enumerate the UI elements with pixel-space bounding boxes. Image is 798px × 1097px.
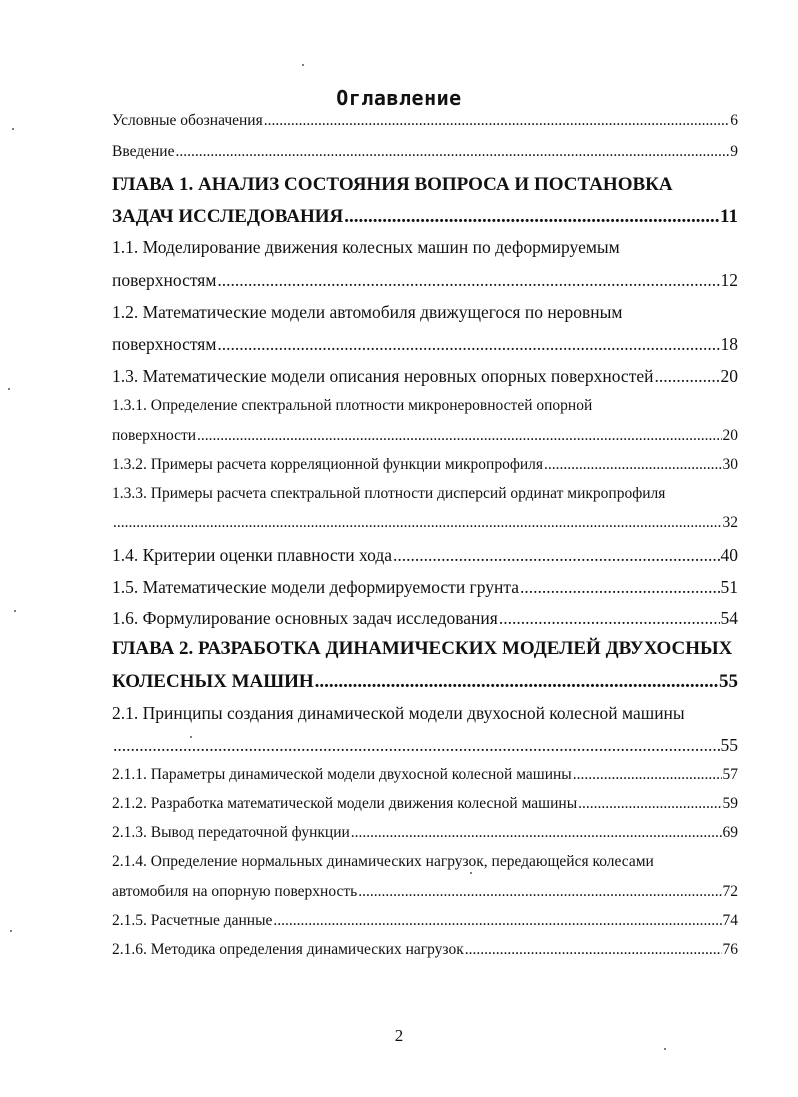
toc-entry-text: поверхности — [112, 427, 197, 444]
toc-entry-text: поверхностям — [112, 270, 217, 290]
toc-entry-text: 1.3.2. Примеры расчета корреляционной функции микропрофиля — [112, 456, 544, 473]
toc-entry-section-2-1-3[interactable] — [112, 824, 738, 842]
toc-section-1-3-3-line1[interactable]: 1.3.3. Примеры расчета спектральной плотности дисперсий ординат микропрофиля — [112, 485, 666, 502]
toc-leader-dots — [578, 795, 721, 813]
toc-entry-section-2-1-6[interactable] — [112, 941, 738, 959]
toc-leader-dots — [465, 941, 722, 959]
toc-page-number: 32 — [722, 514, 738, 531]
toc-leader-dots — [217, 334, 719, 355]
toc-entry-text: 1.4. Критерии оценки плавности хода — [112, 545, 393, 565]
toc-page-number: 6 — [730, 112, 738, 129]
toc-chapter-1-line1[interactable]: ГЛАВА 1. АНАЛИЗ СОСТОЯНИЯ ВОПРОСА И ПОСТАНОВКА — [112, 174, 673, 195]
toc-entry-chapter-2[interactable] — [112, 671, 738, 693]
toc-page-number: 40 — [720, 545, 738, 565]
scan-speck — [12, 128, 14, 130]
toc-section-1-1-line1[interactable]: 1.1. Моделирование движения колесных машин по деформируемым — [112, 237, 620, 257]
toc-entry-text: 2.1.5. Расчетные данные — [112, 912, 273, 929]
scan-speck — [10, 930, 12, 932]
toc-leader-dots — [358, 883, 721, 901]
toc-section-2-1-4-line1[interactable]: 2.1.4. Определение нормальных динамических нагрузок, передающейся колесами — [112, 853, 654, 870]
toc-entry-text: 2.1.6. Методика определения динамических нагрузок — [112, 941, 464, 958]
toc-entry-section-1-5[interactable] — [112, 577, 738, 598]
toc-page-number: 57 — [722, 766, 738, 783]
toc-entry-section-1-3[interactable] — [112, 366, 738, 387]
scan-speck — [190, 736, 192, 738]
toc-leader-dots — [573, 766, 722, 784]
toc-page-number: 72 — [722, 883, 738, 900]
toc-page-number: 20 — [722, 427, 738, 444]
toc-leader-dots — [351, 824, 722, 842]
toc-entry-section-1-3-2[interactable] — [112, 456, 738, 474]
toc-section-2-1-line1[interactable]: 2.1. Принципы создания динамической модели двухосной колесной машины — [112, 703, 685, 723]
toc-entry-text: Введение — [112, 143, 175, 160]
toc-leader-dots — [520, 577, 719, 598]
toc-leader-dots — [344, 206, 719, 228]
toc-entry-section-1-1[interactable] — [112, 270, 738, 291]
toc-entry-text: Условные обозначения — [112, 112, 263, 129]
toc-entry-section-1-3-3[interactable] — [112, 514, 738, 532]
toc-entry-introduction[interactable] — [112, 143, 738, 161]
toc-page-number: 69 — [722, 824, 738, 841]
toc-entry-text: 1.3. Математические модели описания неровных опорных поверхностей — [112, 366, 654, 386]
toc-page-number: 55 — [719, 671, 738, 692]
toc-leader-dots — [113, 514, 722, 532]
toc-entry-section-2-1[interactable] — [112, 735, 738, 756]
toc-page-number: 9 — [730, 143, 738, 160]
toc-section-1-3-1-line1[interactable]: 1.3.1. Определение спектральной плотности микронеровностей опорной — [112, 397, 593, 414]
toc-leader-dots — [654, 366, 719, 387]
scan-speck — [8, 388, 10, 390]
toc-entry-section-2-1-5[interactable] — [112, 912, 738, 930]
toc-leader-dots — [499, 608, 720, 629]
toc-entry-text: 1.5. Математические модели деформируемости грунта — [112, 577, 520, 597]
toc-leader-dots — [175, 143, 729, 161]
toc-page-number: 11 — [720, 206, 738, 227]
toc-entry-section-1-2[interactable] — [112, 334, 738, 355]
toc-entry-section-1-6[interactable] — [112, 608, 738, 629]
toc-page-number: 76 — [722, 941, 738, 958]
toc-leader-dots — [393, 545, 719, 566]
toc-entry-section-1-3-1[interactable] — [112, 427, 738, 445]
toc-entry-symbols[interactable] — [112, 112, 738, 130]
toc-page-number: 51 — [720, 577, 738, 597]
toc-leader-dots — [217, 270, 719, 291]
toc-leader-dots — [264, 112, 730, 130]
toc-entry-section-2-1-1[interactable] — [112, 766, 738, 784]
toc-page-number: 12 — [720, 270, 738, 290]
toc-leader-dots — [273, 912, 721, 930]
toc-entry-text: КОЛЕСНЫХ МАШИН — [112, 671, 314, 692]
toc-page-number: 18 — [720, 334, 738, 354]
toc-entry-section-1-4[interactable] — [112, 545, 738, 566]
toc-leader-dots — [197, 427, 721, 445]
toc-chapter-2-line1[interactable]: ГЛАВА 2. РАЗРАБОТКА ДИНАМИЧЕСКИХ МОДЕЛЕЙ ДВУХОСНЫХ — [112, 638, 733, 659]
toc-entry-chapter-1[interactable] — [112, 206, 738, 228]
page-title: Оглавление — [336, 86, 462, 110]
toc-page-number: 59 — [722, 795, 738, 812]
toc-leader-dots — [113, 735, 720, 756]
toc-page-number: 30 — [722, 456, 738, 473]
page-number: 2 — [394, 1026, 404, 1045]
toc-page-number: 55 — [720, 735, 738, 755]
toc-section-1-2-line1[interactable]: 1.2. Математические модели автомобиля движущегося по неровным — [112, 302, 623, 322]
toc-leader-dots — [544, 456, 721, 474]
scan-speck — [14, 610, 16, 612]
toc-entry-text: 1.6. Формулирование основных задач исследования — [112, 608, 498, 628]
toc-entry-text: 2.1.2. Разработка математической модели движения колесной машины — [112, 795, 578, 812]
toc-entry-text: 2.1.3. Вывод передаточной функции — [112, 824, 350, 841]
toc-page-number: 20 — [720, 366, 738, 386]
scan-speck — [470, 872, 472, 874]
toc-entry-text: автомобиля на опорную поверхность — [112, 883, 358, 900]
toc-entry-text: ЗАДАЧ ИССЛЕДОВАНИЯ — [112, 206, 344, 227]
toc-entry-text: 2.1.1. Параметры динамической модели двухосной колесной машины — [112, 766, 572, 783]
scan-speck — [664, 1048, 666, 1050]
toc-entry-section-2-1-2[interactable] — [112, 795, 738, 813]
toc-page-number: 74 — [722, 912, 738, 929]
toc-leader-dots — [315, 671, 718, 693]
toc-entry-section-2-1-4[interactable] — [112, 883, 738, 901]
toc-page-number: 54 — [720, 608, 738, 628]
toc-entry-text: поверхностям — [112, 334, 217, 354]
scan-speck — [302, 64, 304, 66]
